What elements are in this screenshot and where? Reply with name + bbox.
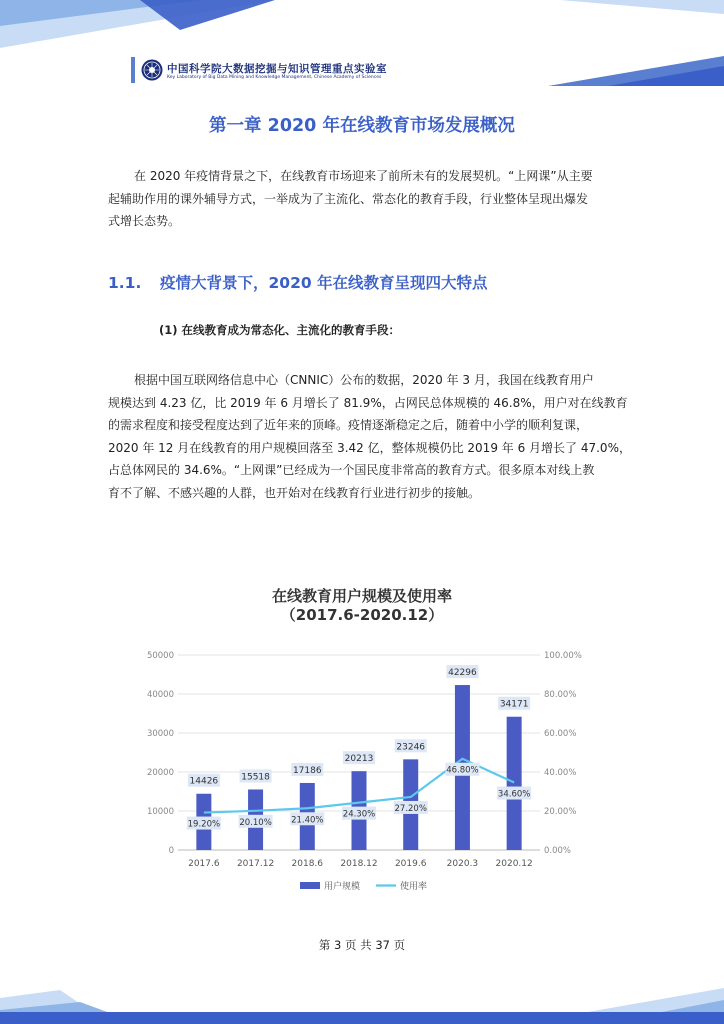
section-number: 1.1. — [108, 274, 142, 292]
chart-title: 在线教育用户规模及使用率 — [271, 587, 452, 605]
line-value-label: 27.20% — [394, 803, 427, 814]
bar-value-label: 15518 — [241, 772, 270, 783]
lab-subtitle: Key Laboratory of Big Data Mining and Knowledge Management, Chinese Academy of Sciences — [167, 75, 382, 80]
chart-subtitle: （2017.6-2020.12） — [280, 606, 444, 624]
line-value-label: 24.30% — [342, 809, 376, 820]
header-decoration — [0, 0, 724, 60]
body-line: 根据中国互联网络信息中心（CNNIC）公布的数据，2020 年 3 月，我国在线教育用户 — [134, 373, 594, 387]
usage-chart — [130, 640, 590, 900]
bar-value-label: 20213 — [344, 754, 374, 765]
x-tick-label: 2018.12 — [340, 859, 378, 869]
header-right-decoration — [548, 56, 724, 86]
lab-name: 中国科学院大数据挖掘与知识管理重点实验室 — [167, 63, 387, 75]
x-tick-label: 2018.6 — [291, 859, 324, 869]
y-right-tick-label: 0.00% — [544, 846, 572, 856]
y-left-tick-label: 40000 — [146, 690, 174, 700]
legend-swatch-bar — [300, 882, 320, 889]
body-line: 育不了解、不感兴趣的人群，也开始对在线教育行业进行初步的接触。 — [108, 485, 481, 500]
y-left-tick-label: 10000 — [146, 807, 174, 817]
intro-line: 起辅助作用的课外辅导方式，一举成为了主流化、常态化的教育手段，行业整体呈现出爆发 — [108, 191, 589, 206]
legend-label: 用户规模 — [324, 882, 361, 892]
bar-value-label: 23246 — [396, 742, 426, 753]
legend-label: 使用率 — [400, 882, 428, 892]
y-right-tick-label: 60.00% — [544, 729, 577, 739]
y-right-tick-label: 100.00% — [544, 651, 582, 661]
body-line: 2020 年 12 月在线教育的用户规模回落至 3.42 亿，整体规模仍比 2019 年 6 月增长了 47.0%， — [108, 440, 631, 455]
bar-value-label: 34171 — [499, 699, 529, 710]
y-right-tick-label: 40.00% — [544, 768, 577, 778]
section-title: 疫情大背景下，2020 年在线教育呈现四大特点 — [160, 274, 488, 292]
page-number: 第 3 页 共 37 页 — [318, 938, 406, 952]
header-accent-bar — [131, 57, 135, 83]
intro-paragraph — [108, 165, 616, 233]
y-left-tick-label: 50000 — [146, 651, 174, 661]
bar-value-label: 42296 — [448, 668, 477, 679]
intro-line: 式增长态势。 — [108, 214, 181, 228]
y-left-tick-label: 30000 — [146, 729, 174, 739]
body-paragraph — [108, 369, 631, 504]
x-tick-label: 2020.3 — [446, 859, 479, 869]
line-value-label: 46.80% — [446, 765, 479, 776]
line-value-label: 20.10% — [239, 817, 272, 828]
section-heading — [108, 271, 488, 293]
body-line: 规模达到 4.23 亿，比 2019 年 6 月增长了 81.9%，占网民总体规模的 46.8%，用户对在线教育 — [108, 395, 628, 410]
line-value-label: 19.20% — [187, 819, 221, 830]
bar — [507, 717, 522, 850]
y-left-tick-label: 0 — [168, 846, 174, 856]
bar-value-label: 17186 — [292, 765, 322, 776]
y-left-tick-label: 20000 — [146, 768, 174, 778]
x-tick-label: 2020.12 — [495, 859, 533, 869]
chapter-title: 第一章 2020 年在线教育市场发展概况 — [209, 116, 515, 136]
lab-logo-icon — [141, 59, 163, 81]
x-tick-label: 2019.6 — [394, 859, 427, 869]
body-line: 的需求程度和接受程度达到了近年来的顶峰。疫情逐渐稳定之后，随着中小学的顺利复课， — [108, 418, 589, 432]
subsection-heading: (1) 在线教育成为常态化、主流化的教育手段： — [159, 323, 401, 337]
body-line: 占总体网民的 34.6%。“上网课”已经成为一个国民度非常高的教育方式。很多原本对线上教 — [108, 463, 595, 477]
x-tick-label: 2017.6 — [188, 859, 220, 869]
bar-value-label: 14426 — [189, 776, 219, 787]
line-value-label: 21.40% — [291, 815, 324, 826]
intro-line: 在 2020 年疫情背景之下，在线教育市场迎来了前所未有的发展契机。“上网课”从主要 — [134, 169, 593, 183]
y-right-tick-label: 20.00% — [544, 807, 577, 817]
x-tick-label: 2017.12 — [236, 859, 275, 869]
footer-decoration — [0, 980, 724, 1024]
y-right-tick-label: 80.00% — [544, 690, 577, 700]
line-value-label: 34.60% — [497, 789, 531, 800]
